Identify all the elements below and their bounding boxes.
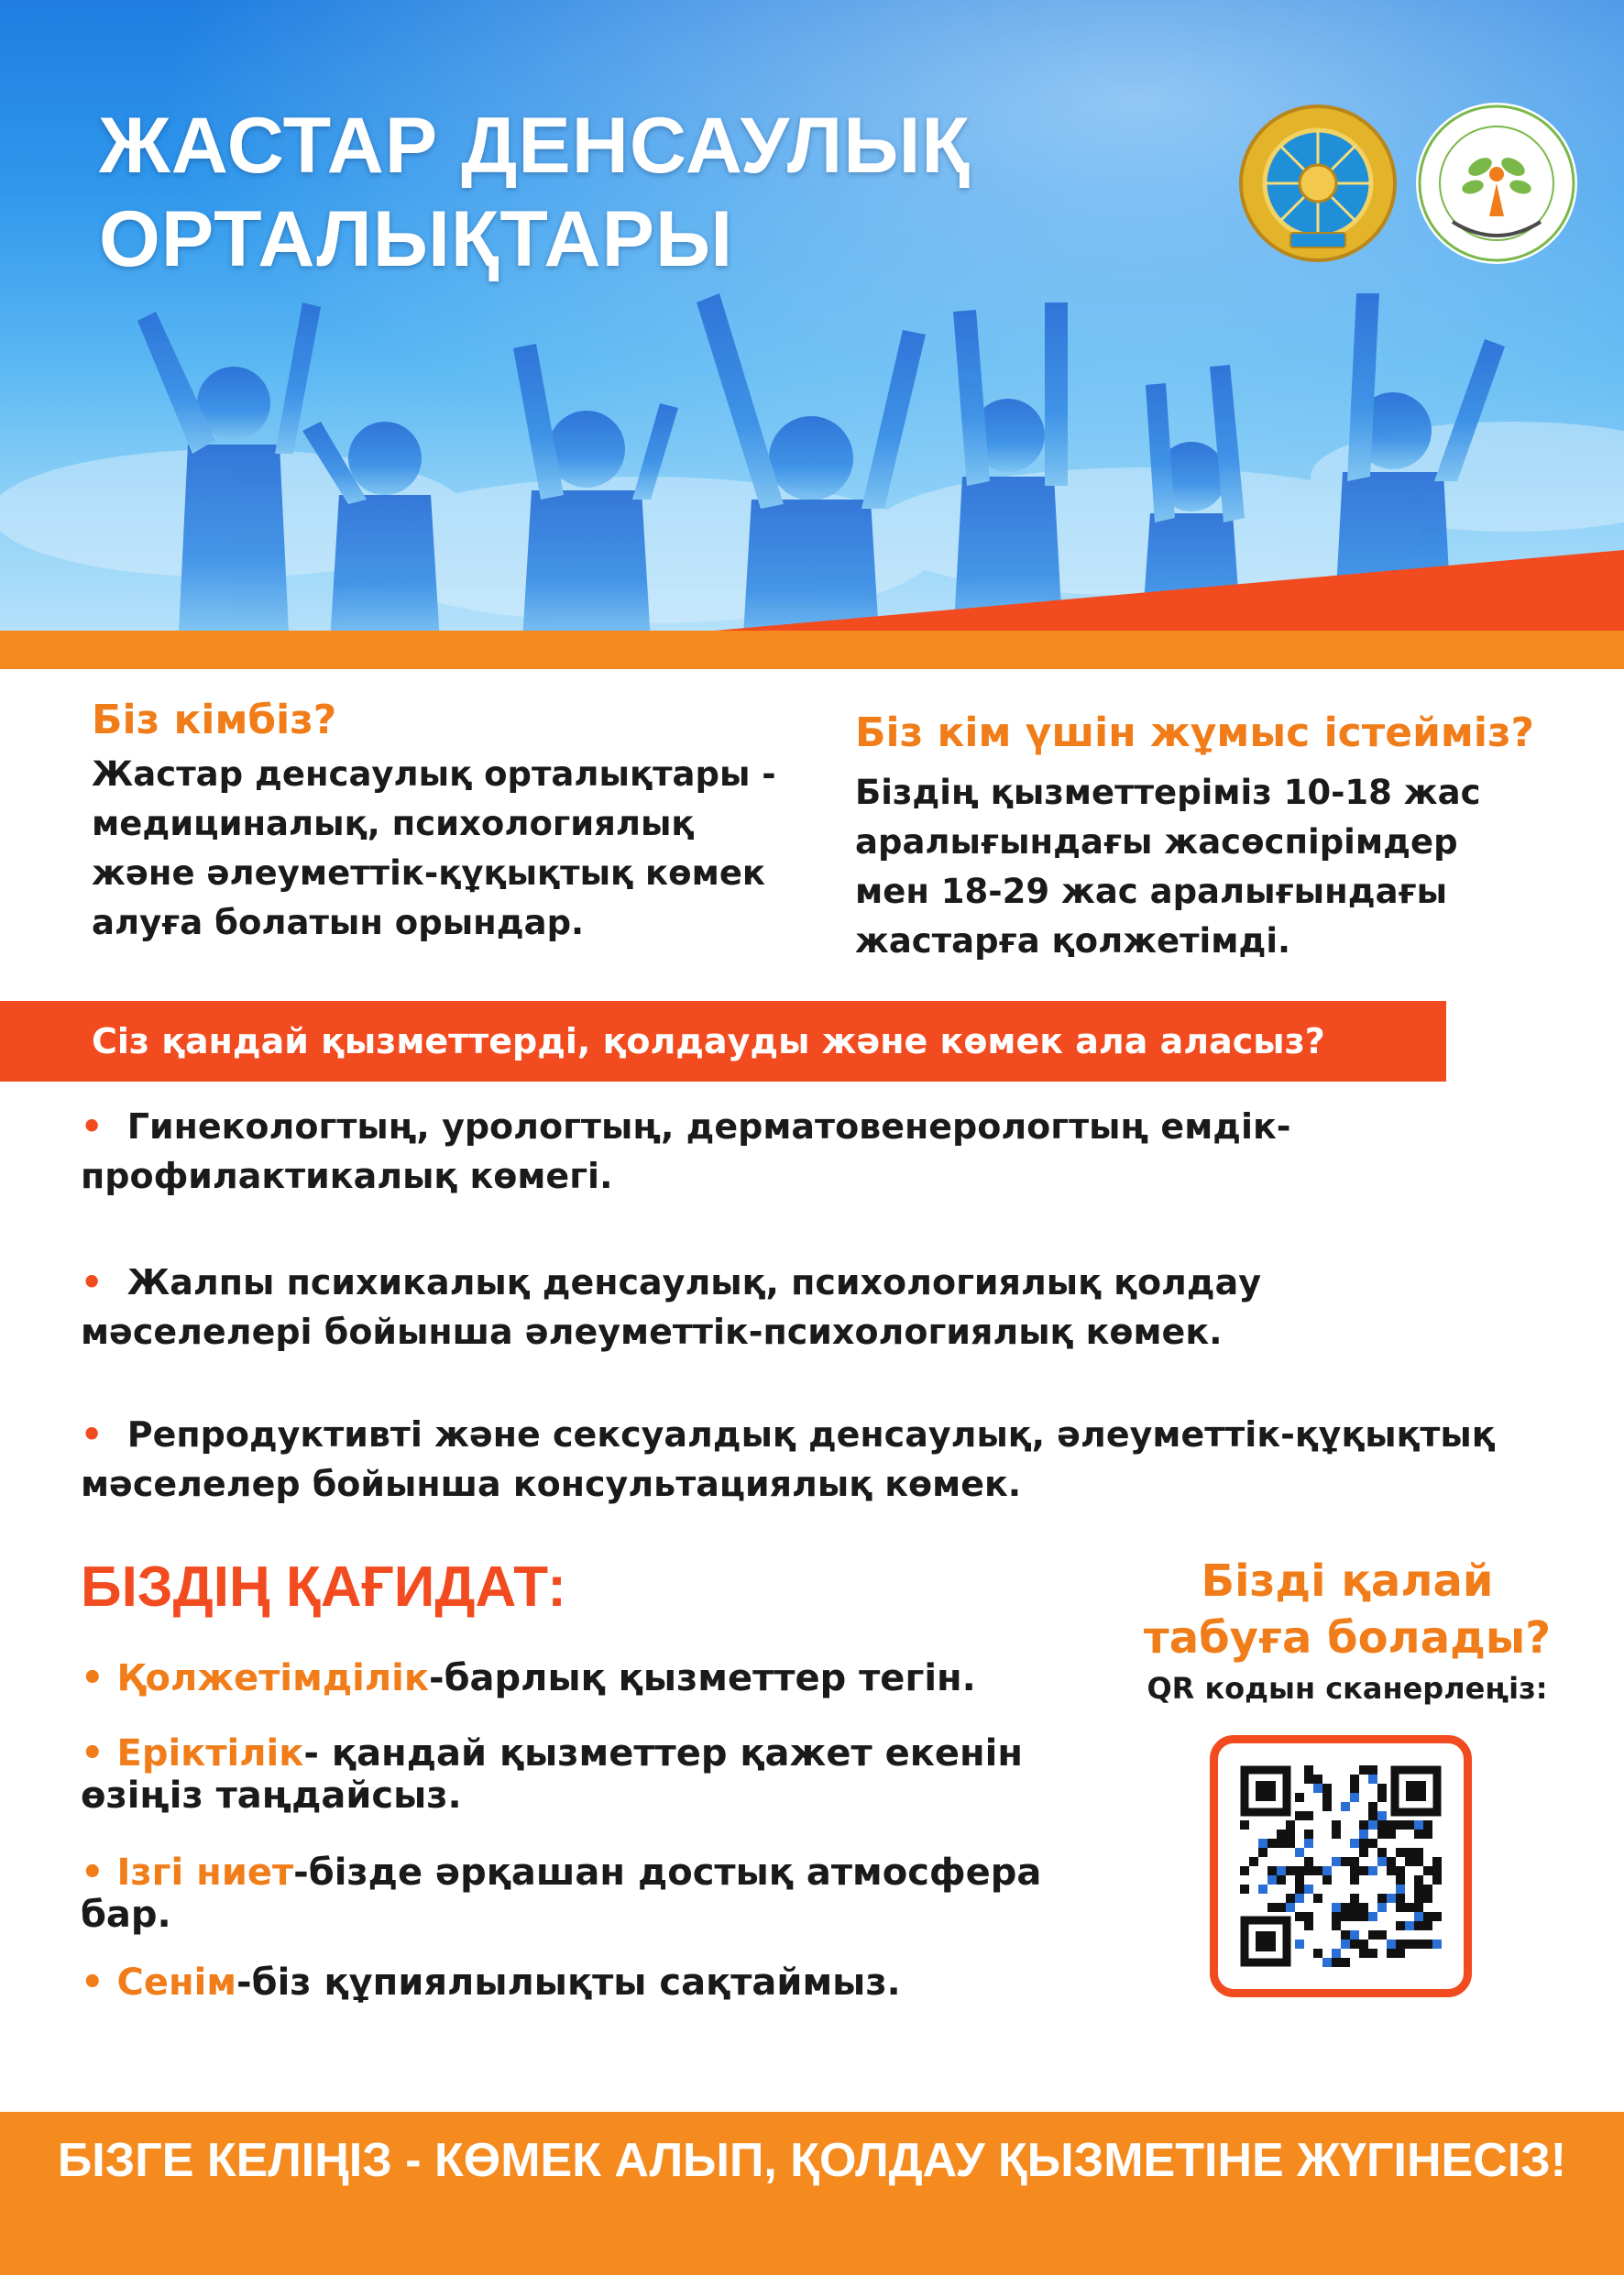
bullet-icon: • xyxy=(81,1962,104,2004)
service-item xyxy=(81,1410,1501,1509)
principle-item xyxy=(81,1852,1135,1936)
service-text: Жалпы психикалық денсаулық, психологиялық қолдау мәселелері бойынша әлеуметтік-психологиялық көмек. xyxy=(81,1262,1261,1352)
principle-text: -барлық қызметтер тегін. xyxy=(428,1657,976,1699)
principle-item xyxy=(81,1962,1135,2004)
title-line-1: ЖАСТАР ДЕНСАУЛЫҚ xyxy=(99,102,971,190)
bullet-icon: • xyxy=(81,1852,104,1894)
who-description: Жастар денсаулық орталықтары - медициналық, психологиялық және әлеуметтік-құқықтық көмек алуға болатын орындар. xyxy=(92,754,776,942)
qr-code-frame[interactable] xyxy=(1210,1735,1472,1997)
who-heading: Біз кімбіз? xyxy=(92,697,337,743)
whom-description: Біздің қызметтеріміз 10-18 жас аралығындағы жасөспірімдер мен 18-29 жас аралығындағы жастарға қолжетімді. xyxy=(855,773,1481,961)
state-emblem-icon xyxy=(1237,103,1399,264)
principle-item xyxy=(81,1657,1135,1699)
find-us-heading: Бізді қалай табуға болады? xyxy=(1143,1555,1552,1664)
principle-text: - қандай қызметтер қажет екенін өзіңіз таңдайсыз. xyxy=(81,1732,1023,1817)
bullet-icon: • xyxy=(81,1657,104,1699)
page-title xyxy=(99,99,1015,286)
footer-call-to-action: БІЗГЕ КЕЛІҢІЗ - КӨМЕК АЛЫП, ҚОЛДАУ ҚЫЗМЕТІНЕ ЖҮГІНЕСІЗ! xyxy=(57,2134,1567,2187)
principle-text: -бізде әрқашан достық атмосфера бар. xyxy=(81,1852,1042,1936)
principle-key: Ізгі ниет xyxy=(116,1852,294,1894)
bullet-icon: • xyxy=(81,1732,104,1775)
principles-heading: БІЗДІҢ ҚАҒИДАТ: xyxy=(81,1555,566,1619)
health-org-logo-icon xyxy=(1416,103,1577,264)
principle-key: Еріктілік xyxy=(116,1732,304,1775)
principle-key: Сенім xyxy=(116,1962,237,2004)
bullet-icon: • xyxy=(81,1262,104,1302)
service-text: Гинекологтың, урологтың, дерматовенерологтың емдік-профилактикалық көмегі. xyxy=(81,1106,1291,1196)
services-banner-text: Сіз қандай қызметтерді, қолдауды және көмек ала аласыз? xyxy=(92,1021,1325,1061)
title-line-2: ОРТАЛЫҚТАРЫ xyxy=(99,195,734,283)
principle-text: -біз құпиялылықты сақтаймыз. xyxy=(236,1962,901,2004)
principle-key: Қолжетімділік xyxy=(116,1657,429,1699)
principle-item xyxy=(81,1732,1135,1817)
service-item xyxy=(81,1258,1501,1357)
whom-heading: Біз кім үшін жұмыс істейміз? xyxy=(855,709,1535,756)
qr-code-icon[interactable] xyxy=(1240,1765,1442,1967)
qr-caption: QR кодын сканерлеңіз: xyxy=(1147,1671,1548,1706)
hero-banner xyxy=(0,0,1624,669)
service-item xyxy=(81,1102,1501,1201)
bullet-icon: • xyxy=(81,1414,104,1455)
service-text: Репродуктивті және сексуалдық денсаулық, әлеуметтік-құқықтық мәселелер бойынша консультациялық көмек. xyxy=(81,1414,1496,1504)
bullet-icon: • xyxy=(81,1106,104,1147)
